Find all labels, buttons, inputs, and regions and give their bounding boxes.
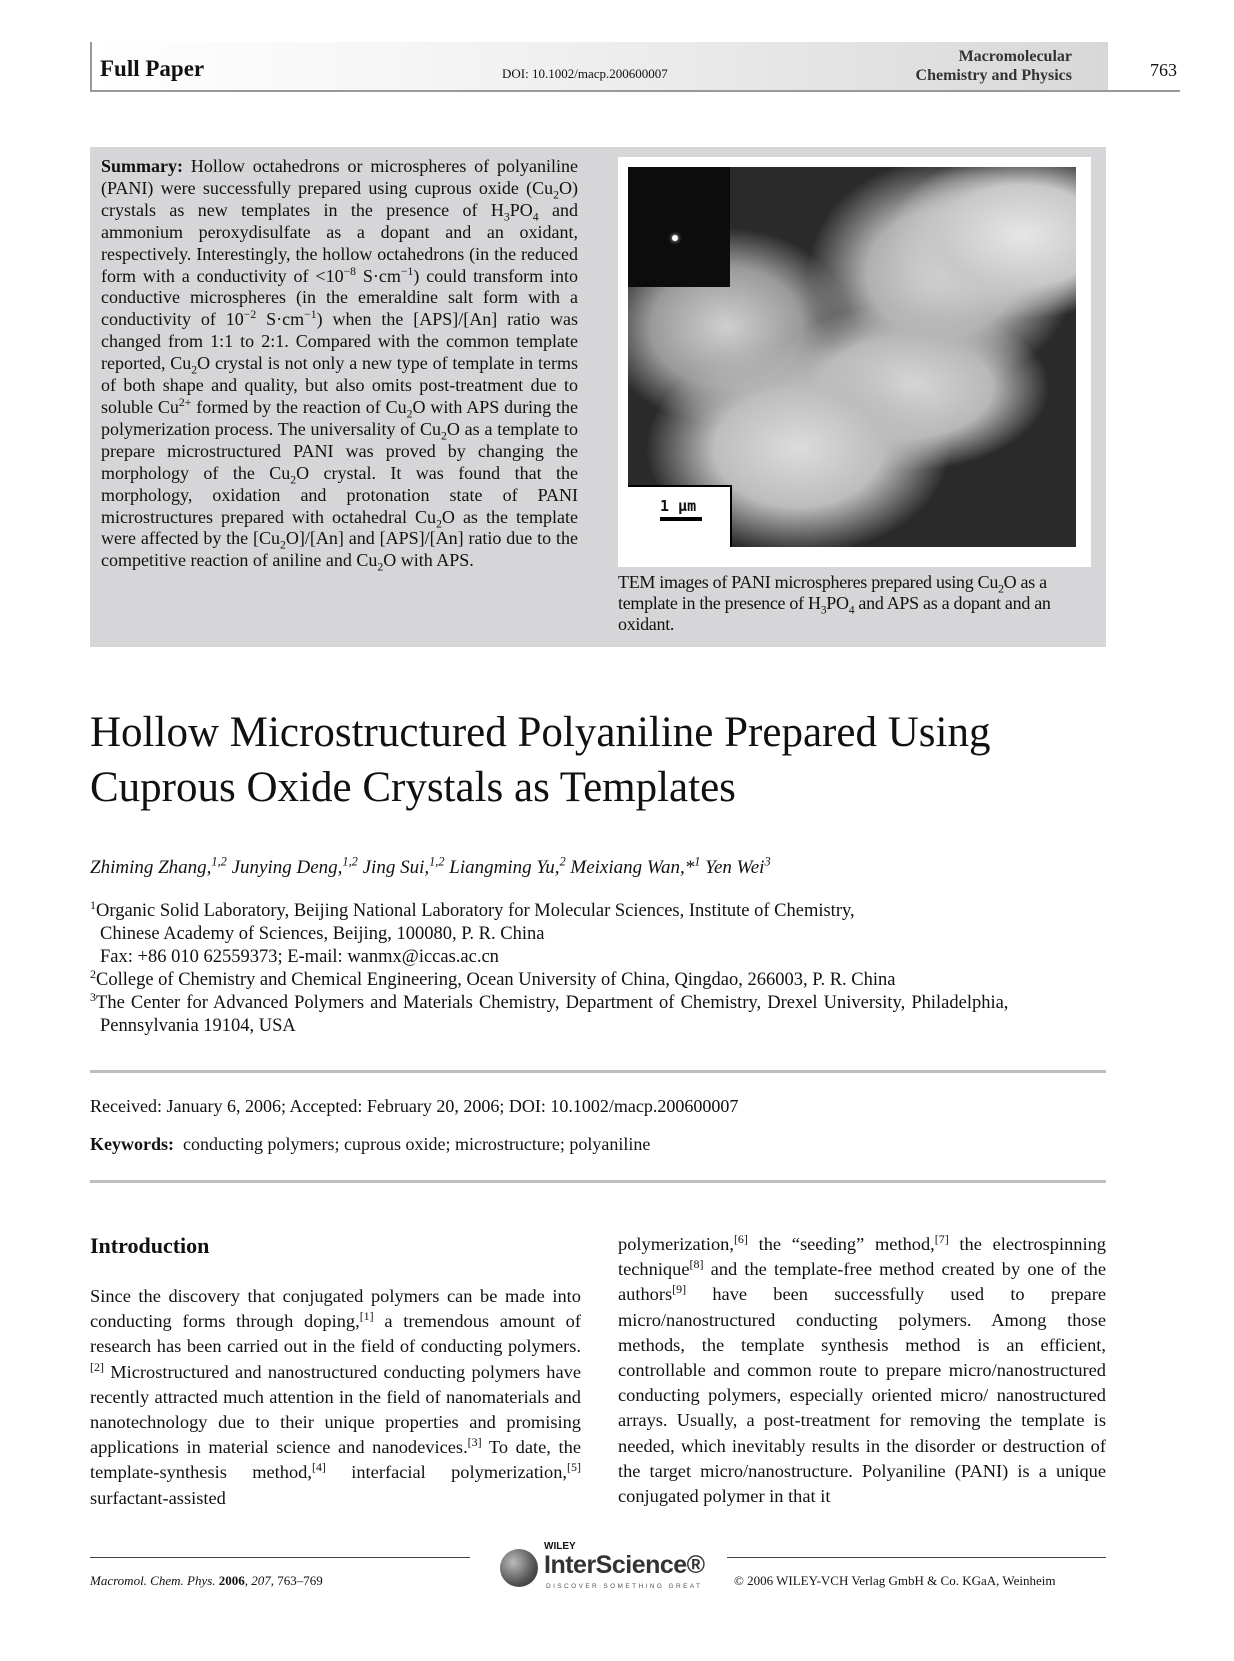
section-label: Full Paper bbox=[100, 56, 205, 81]
journal-name-line2: Chemistry and Physics bbox=[915, 67, 1072, 84]
affiliation-1: $^1$Organic Solid Laboratory, Beijing National Laboratory for Molecular Sciences, Institute of Chemistry, bbox=[90, 897, 855, 921]
divider bbox=[90, 1180, 1106, 1183]
article-title bbox=[90, 705, 1090, 815]
divider bbox=[90, 1070, 1106, 1073]
journal-name bbox=[916, 47, 1072, 85]
figure-caption: TEM images of PANI microspheres prepared using $Cu_2O$ as a template in the presence of $H_3PO_4$ and APS as a dopant and an oxidant. bbox=[618, 572, 1051, 634]
summary-text: Summary: Hollow octahedrons or microspheres of polyaniline (PANI) were successfully prepared using cuprous oxide $(Cu_2O)$ crystals as new templates in the presence of $H_3PO_4$ and ammonium peroxydisulfate as a dopant and an oxidant, respectively. Interestingly, the hollow octahedrons (in the reduced form with a conductivity of $<10^{-8}$ $S\cdot cm^{-1}$) could transform into conductive microspheres (in the emeraldine salt form with a conductivity of $10^{-2}$ $S\cdot cm^{-1}$) when the [APS]/[An] ratio was changed from 1:1 to 2:1. Compared with the common template reported, $Cu_2O$ crystal is not only a new type of template in terms of both shape and quality, but also omits post-treatment due to soluble $Cu^{2+}$ formed by the reaction of $Cu_2O$ with APS during the polymerization process. The universality of $Cu_2O$ as a template to prepare microstructured PANI was proved by changing the morphology of the $Cu_2O$ crystal. It was found that the morphology, oxidation and protonation state of PANI microstructures prepared with octahedral $Cu_2O$ as the template were affected by the $[Cu_2O]/[An]$ and [APS]/[An] ratio due to the competitive reaction of aniline and $Cu_2O$ with APS. bbox=[101, 156, 579, 574]
summary-box bbox=[90, 147, 1106, 647]
affiliation-3: $^3$The Center for Advanced Polymers and Materials Chemistry, Department of Chemistry, Drexel University, Philadelphia, bbox=[90, 989, 1009, 1013]
author: Yen Wei$^3$ bbox=[705, 854, 771, 878]
header-doi: DOI: 10.1002/macp.200600007 bbox=[502, 66, 668, 81]
section-heading-introduction: Introduction bbox=[90, 1233, 210, 1258]
scale-bar-box bbox=[628, 485, 732, 547]
affiliations: $^1$Organic Solid Laboratory, Beijing National Laboratory for Molecular Sciences, Institute of Chemistry, Chinese Academy of Sciences, Beijing, 100080, P. R. China Fax: +86 010 62559373; E-mail: wanmx@iccas.ac.cn $^2$College of Chemistry and Chemical Engineering, Ocean University of China, Qingdao, 266003, P. R. China $^3$The Center for Advanced Polymers and Materials Chemistry, Department of Chemistry, Drexel University, Philadelphia, Pennsylvania 19104, USA bbox=[90, 900, 1106, 1038]
scale-bar bbox=[660, 517, 702, 521]
author: Meixiang Wan,*$^1$ bbox=[570, 854, 701, 878]
scale-bar-label: 1 μm bbox=[660, 497, 697, 515]
author: Liangming Yu,$^2$ bbox=[449, 854, 566, 878]
footer-rule-left bbox=[90, 1557, 470, 1558]
summary-label: Summary: bbox=[101, 156, 183, 176]
contact-info: Fax: +86 010 62559373; E-mail: wanmx@iccas.ac.cn bbox=[100, 947, 499, 967]
logo-wiley: WILEY bbox=[544, 1541, 576, 1552]
author: Jing Sui,$^{1,2}$ bbox=[362, 854, 445, 878]
page-number: 763 bbox=[1150, 60, 1177, 80]
header-rule bbox=[90, 90, 1180, 92]
diffraction-spot bbox=[672, 235, 678, 241]
interscience-logo bbox=[500, 1541, 705, 1597]
title-line2: Cuprous Oxide Crystals as Templates bbox=[90, 764, 736, 811]
page-header bbox=[90, 42, 1177, 92]
journal-name-line1: Macromolecular bbox=[958, 48, 1072, 65]
logo-tagline: DISCOVER SOMETHING GREAT bbox=[546, 1583, 703, 1590]
keywords-line: Keywords: conducting polymers; cuprous oxide; microstructure; polyaniline bbox=[90, 1134, 651, 1154]
intro-column-1: Since the discovery that conjugated polymers can be made into conducting forms through doping,[1] a tremendous amount of research has been carried out in the field of conducting polymers.[2] Microstructured and nanostructured conducting polymers have recently attracted much attention in the field of nanomaterials and nanotechnology due to their unique properties and promising applications in material science and nanodevices.[3] To date, the template-synthesis method,[4] interfacial polymerization,[5] surfactant-assisted bbox=[90, 1286, 582, 1508]
received-line: Received: January 6, 2006; Accepted: February 20, 2006; DOI: 10.1002/macp.200600007 bbox=[90, 1096, 739, 1116]
copyright: © 2006 WILEY-VCH Verlag GmbH & Co. KGaA, Weinheim bbox=[734, 1573, 1056, 1588]
logo-name: InterScience® bbox=[544, 1551, 705, 1579]
logo-globe-icon bbox=[500, 1549, 538, 1587]
author: Zhiming Zhang,$^{1,2}$ bbox=[90, 854, 227, 878]
citation: Macromol. Chem. Phys. 2006, 207, 763–769 bbox=[90, 1573, 323, 1588]
author: Junying Deng,$^{1,2}$ bbox=[231, 854, 358, 878]
intro-column-2: polymerization,[6] the “seeding” method,[7] the electrospinning technique[8] and the template-free method created by one of the authors[9] have been successfully used to prepare micro/nanostructured conducting polymers. Among those methods, the template synthesis method is an efficient, controllable and common route to prepare micro/nanostructured conducting polymers, especially oriented micro/ nanostructured arrays. Usually, a post-treatment for removing the template is needed, which inevitably results in the disorder or destruction of the target micro/nanostructure. Polyaniline (PANI) is a unique conjugated polymer in that it bbox=[618, 1231, 1106, 1507]
author-list bbox=[90, 854, 771, 879]
tem-image bbox=[628, 167, 1076, 547]
tem-figure bbox=[618, 157, 1091, 567]
footer-rule-right bbox=[727, 1557, 1106, 1558]
diffraction-inset bbox=[628, 167, 730, 287]
title-line1: Hollow Microstructured Polyaniline Prepared Using bbox=[90, 709, 991, 756]
affiliation-2: $^2$College of Chemistry and Chemical Engineering, Ocean University of China, Qingdao, 266003, P. R. China bbox=[90, 966, 896, 990]
